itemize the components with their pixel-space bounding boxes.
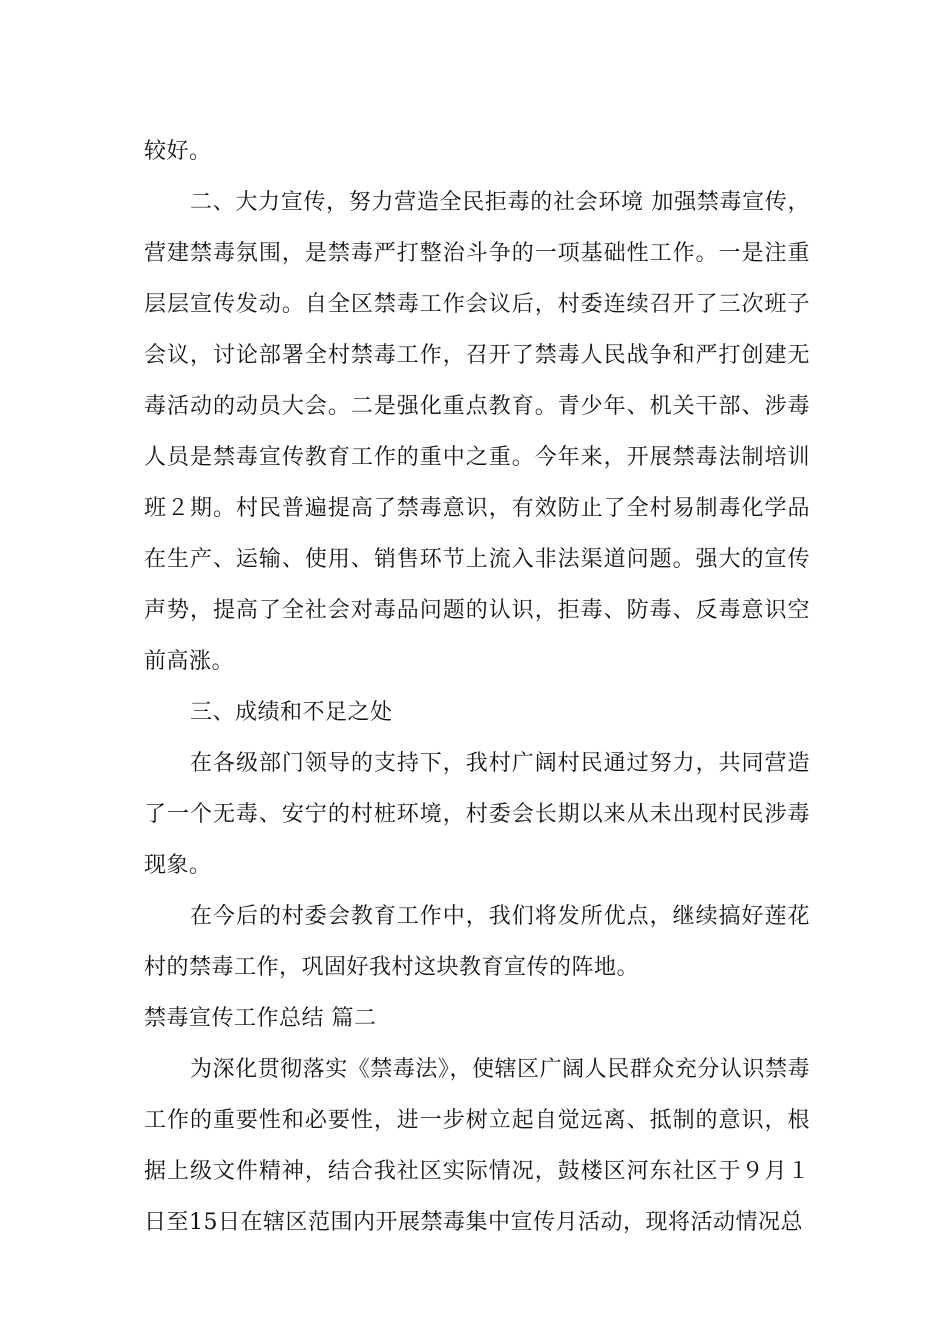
document-body bbox=[144, 126, 810, 1248]
paragraph-propaganda: 二、大力宣传，努力营造全民拒毒的社会环境 加强禁毒宣传，营建禁毒氛围，是禁毒严打整治斗争的一项基础性工作。一是注重层层宣传发动。自全区禁毒工作会议后，村委连续召开了三次班子会议，讨论部署全村禁毒工作，召开了禁毒人民战争和严打创建无毒活动的动员大会。二是强化重点教育。青少年、机关干部、涉毒人员是禁毒宣传教育工作的重中之重。今年来，开展禁毒法制培训班２期。村民普遍提高了禁毒意识，有效防止了全村易制毒化学品在生产、运输、使用、销售环节上流入非法渠道问题。强大的宣传声势，提高了全社会对毒品问题的认识，拒毒、防毒、反毒意识空前高涨。 bbox=[144, 190, 810, 674]
document-heading-part-two: 禁毒宣传工作总结 篇二 bbox=[144, 1006, 377, 1031]
paragraph-part-two-intro: 为深化贯彻落实《禁毒法》，使辖区广阔人民群众充分认识禁毒工作的重要性和必要性，进一步树立起自觉远离、抵制的意识，根据上级文件精神，结合我社区实际情况，鼓楼区河东社区于９月１日至15日在辖区范围内开展禁毒集中宣传月活动，现将活动情况总 bbox=[144, 1057, 810, 1235]
paragraph-continuation: 较好。 bbox=[144, 139, 212, 164]
paragraph-future-work: 在今后的村委会教育工作中，我们将发所优点，继续搞好莲花村的禁毒工作，巩固好我村这块教育宣传的阵地。 bbox=[144, 904, 810, 980]
section-heading-achievements: 三、成绩和不足之处 bbox=[190, 700, 393, 725]
paragraph-achievements: 在各级部门领导的支持下，我村广阔村民通过努力，共同营造了一个无毒、安宁的村桩环境，村委会长期以来从未出现村民涉毒现象。 bbox=[144, 751, 810, 878]
